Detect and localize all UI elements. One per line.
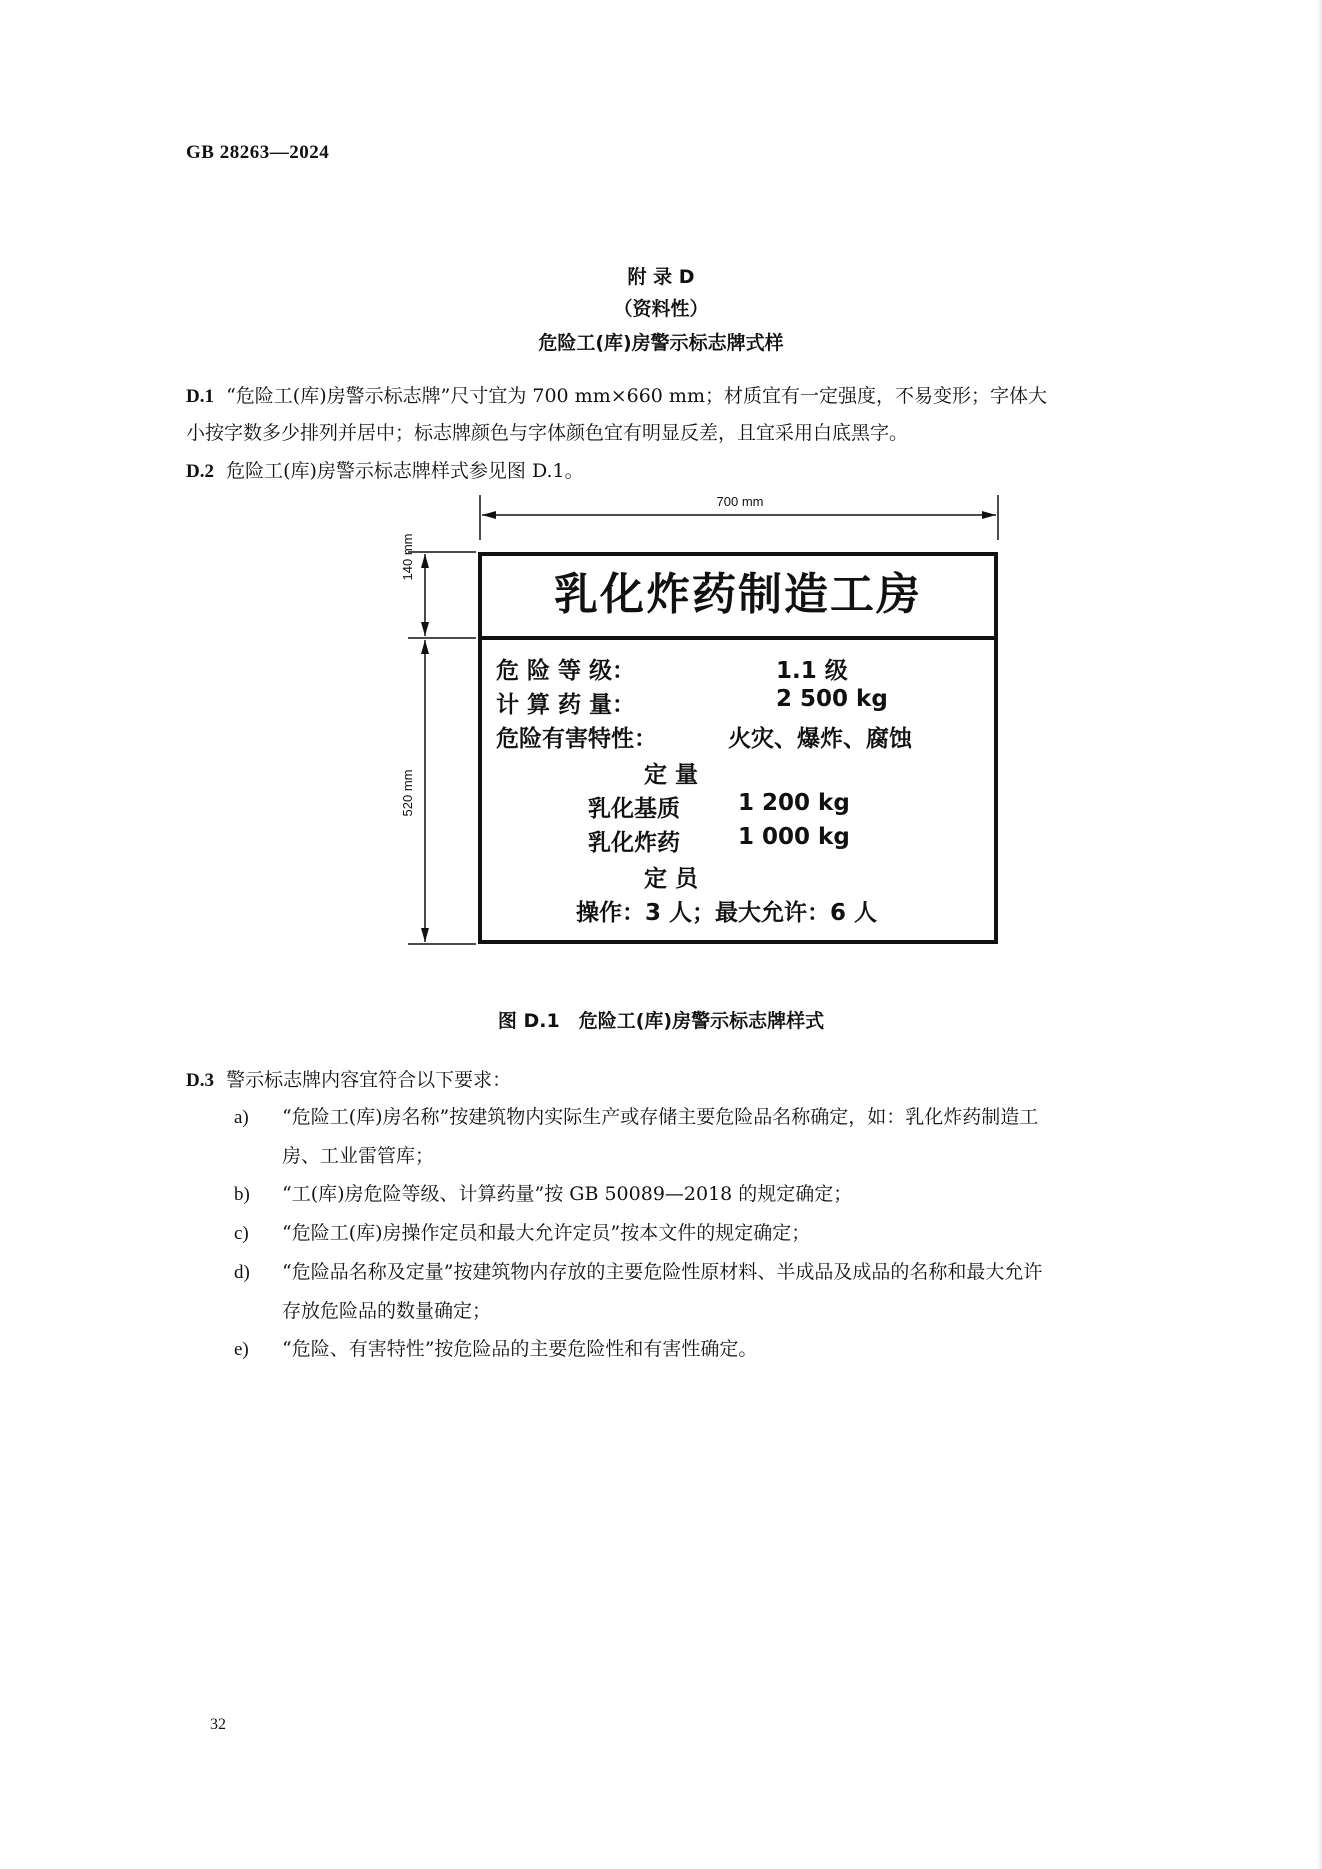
section-text: “危险工(库)房警示标志牌”尺寸宜为 700 mm×660 mm；材质宜有一定强度，不易变形；字体大 (226, 385, 1047, 407)
quota-heading: 定 量 (644, 762, 699, 788)
figure-caption: 图 D.1 危险工(库)房警示标志牌样式 (497, 1010, 825, 1032)
explosive-label: 乳化炸药 (588, 830, 680, 856)
list-item-text-continued: 房、工业雷管库； (282, 1145, 435, 1167)
standard-code: GB 28263—2024 (186, 142, 330, 163)
section-number: D.3 (186, 1070, 214, 1091)
section-number: D.1 (186, 386, 214, 407)
list-marker: a) (234, 1107, 249, 1128)
list-item (234, 1330, 1234, 1369)
list-marker: c) (234, 1223, 249, 1244)
list-item-text: “危险工(库)房操作定员和最大允许定员”按本文件的规定确定； (282, 1222, 811, 1244)
hazard-value: 火灾、爆炸、腐蚀 (728, 726, 912, 752)
list-item (234, 1098, 1234, 1175)
list-marker: e) (234, 1339, 249, 1360)
appendix-label: 附 录 D (627, 266, 695, 288)
section-text: 危险工(库)房警示标志牌样式参见图 D.1。 (226, 460, 584, 482)
section-d2 (186, 453, 1226, 490)
list-marker: b) (234, 1184, 250, 1205)
sign-board (478, 552, 998, 944)
list-item-text-continued: 存放危险品的数量确定； (282, 1300, 492, 1322)
appendix-title: 危险工(库)房警示标志牌式样 (538, 332, 784, 354)
body-height-dimension-label: 520 mm (400, 769, 415, 817)
sign-divider (478, 636, 998, 640)
charge-value: 2 500 kg (776, 686, 888, 712)
list-item (234, 1253, 1234, 1330)
list-item-text: “危险品名称及定量”按建筑物内存放的主要危险性原材料、半成品及成品的名称和最大允许 (282, 1261, 1043, 1283)
matrix-label: 乳化基质 (588, 796, 680, 822)
list-item-text: “危险、有害特性”按危险品的主要危险性和有害性确定。 (282, 1338, 758, 1360)
grade-value: 1.1 级 (776, 658, 848, 684)
staff-line: 操作：3 人；最大允许：6 人 (576, 900, 878, 926)
requirements-list (234, 1098, 1234, 1369)
sign-title: 乳化炸药制造工房 (554, 569, 922, 620)
list-item-text: “工(库)房危险等级、计算药量”按 GB 50089—2018 的规定确定； (282, 1183, 853, 1205)
charge-label: 计 算 药 量： (496, 692, 636, 718)
hazard-label: 危险有害特性： (496, 726, 657, 752)
section-text: 警示标志牌内容宜符合以下要求： (226, 1069, 512, 1091)
section-number: D.2 (186, 461, 214, 482)
list-marker: d) (234, 1262, 250, 1283)
page-number: 32 (210, 1716, 226, 1733)
matrix-value: 1 200 kg (738, 790, 850, 816)
list-item (234, 1214, 1234, 1253)
staff-heading: 定 员 (644, 866, 699, 892)
section-d3 (186, 1062, 1226, 1099)
list-item (234, 1175, 1234, 1214)
appendix-nature: （资料性） (613, 298, 709, 320)
section-text-continued: 小按字数多少排列并居中；标志牌颜色与字体颜色宜有明显反差，且宜采用白底黑字。 (186, 422, 909, 444)
grade-label: 危 险 等 级： (496, 658, 636, 684)
list-item-text: “危险工(库)房名称”按建筑物内实际生产或存储主要危险品名称确定，如：乳化炸药制造工 (282, 1106, 1039, 1128)
section-d1 (186, 378, 1226, 452)
explosive-value: 1 000 kg (738, 824, 850, 850)
width-dimension-label: 700 mm (716, 494, 764, 509)
top-height-dimension-label: 140 mm (400, 533, 415, 581)
